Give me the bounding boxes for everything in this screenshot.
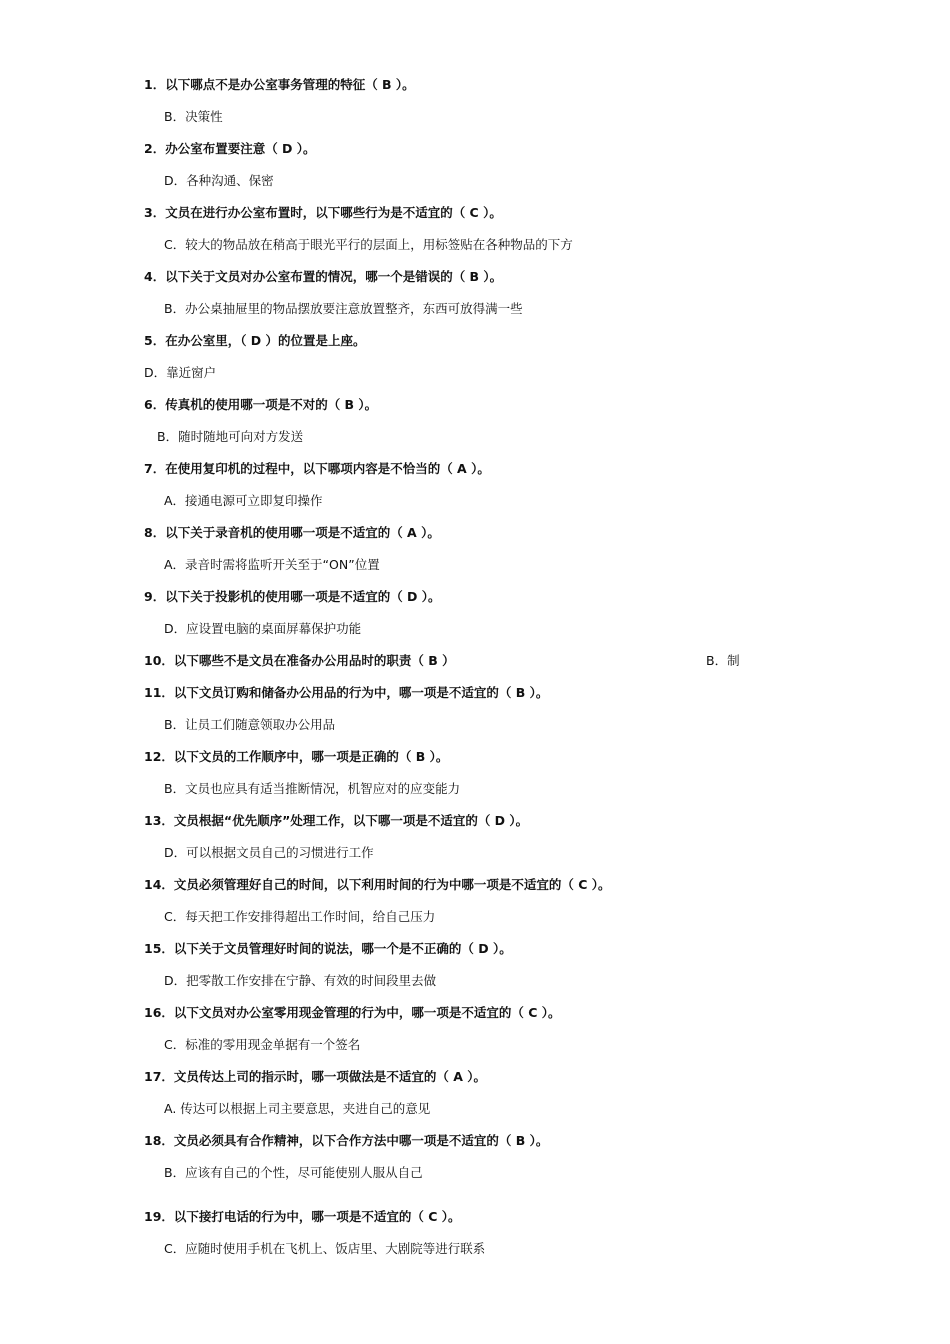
question-2: 2．办公室布置要注意（ D ）。 <box>144 141 316 156</box>
question-16: 16．以下文员对办公室零用现金管理的行为中，哪一项是不适宜的（ C ）。 <box>144 1005 561 1020</box>
answer-12: B．文员也应具有适当推断情况，机智应对的应变能力 <box>164 781 461 796</box>
answer-9: D．应设置电脑的桌面屏幕保护功能 <box>164 621 362 636</box>
answer-1: B．决策性 <box>164 109 223 124</box>
question-17: 17．文员传达上司的指示时，哪一项做法是不适宜的（ A ）。 <box>144 1069 487 1084</box>
stray-answer-fragment: B．制 <box>706 653 740 668</box>
question-10: 10．以下哪些不是文员在准备办公用品时的职责（ B ） <box>144 653 455 668</box>
answer-14: C．每天把工作安排得超出工作时间，给自己压力 <box>164 909 436 924</box>
question-12: 12．以下文员的工作顺序中，哪一项是正确的（ B ）。 <box>144 749 449 764</box>
answer-7: A．接通电源可立即复印操作 <box>164 493 323 508</box>
answer-15: D．把零散工作安排在宁静、有效的时间段里去做 <box>164 973 437 988</box>
question-15: 15．以下关于文员管理好时间的说法，哪一个是不正确的（ D ）。 <box>144 941 512 956</box>
question-9: 9．以下关于投影机的使用哪一项是不适宜的（ D ）。 <box>144 589 441 604</box>
answer-16: C．标准的零用现金单据有一个签名 <box>164 1037 361 1052</box>
question-18: 18．文员必须具有合作精神，以下合作方法中哪一项是不适宜的（ B ）。 <box>144 1133 549 1148</box>
question-13: 13．文员根据“优先顺序”处理工作，以下哪一项是不适宜的（ D ）。 <box>144 813 529 828</box>
question-8: 8．以下关于录音机的使用哪一项是不适宜的（ A ）。 <box>144 525 440 540</box>
answer-6: B．随时随地可向对方发送 <box>157 429 304 444</box>
question-1: 1．以下哪点不是办公室事务管理的特征（ B ）。 <box>144 77 415 92</box>
answer-17: A. 传达可以根据上司主要意思，夹进自己的意见 <box>164 1101 431 1116</box>
answer-11: B．让员工们随意领取办公用品 <box>164 717 336 732</box>
answer-19: C．应随时使用手机在飞机上、饭店里、大剧院等进行联系 <box>164 1241 486 1256</box>
question-3: 3．文员在进行办公室布置时，以下哪些行为是不适宜的（ C ）。 <box>144 205 502 220</box>
answer-3: C．较大的物品放在稍高于眼光平行的层面上，用标签贴在各种物品的下方 <box>164 237 573 252</box>
question-4: 4．以下关于文员对办公室布置的情况，哪一个是错误的（ B ）。 <box>144 269 503 284</box>
question-5: 5．在办公室里，（ D ）的位置是上座。 <box>144 333 366 348</box>
answer-4: B．办公桌抽屉里的物品摆放要注意放置整齐，东西可放得满一些 <box>164 301 523 316</box>
question-14: 14．文员必须管理好自己的时间，以下利用时间的行为中哪一项是不适宜的（ C ）。 <box>144 877 611 892</box>
answer-5: D．靠近窗户 <box>144 365 217 380</box>
answer-8: A．录音时需将监听开关至于“ON”位置 <box>164 557 380 572</box>
question-19: 19．以下接打电话的行为中，哪一项是不适宜的（ C ）。 <box>144 1209 461 1224</box>
question-11: 11．以下文员订购和储备办公用品的行为中，哪一项是不适宜的（ B ）。 <box>144 685 549 700</box>
answer-18: B．应该有自己的个性，尽可能使别人服从自己 <box>164 1165 423 1180</box>
answer-2: D．各种沟通、保密 <box>164 173 274 188</box>
question-7: 7．在使用复印机的过程中，以下哪项内容是不恰当的（ A ）。 <box>144 461 490 476</box>
question-6: 6．传真机的使用哪一项是不对的（ B ）。 <box>144 397 378 412</box>
answer-13: D．可以根据文员自己的习惯进行工作 <box>164 845 374 860</box>
